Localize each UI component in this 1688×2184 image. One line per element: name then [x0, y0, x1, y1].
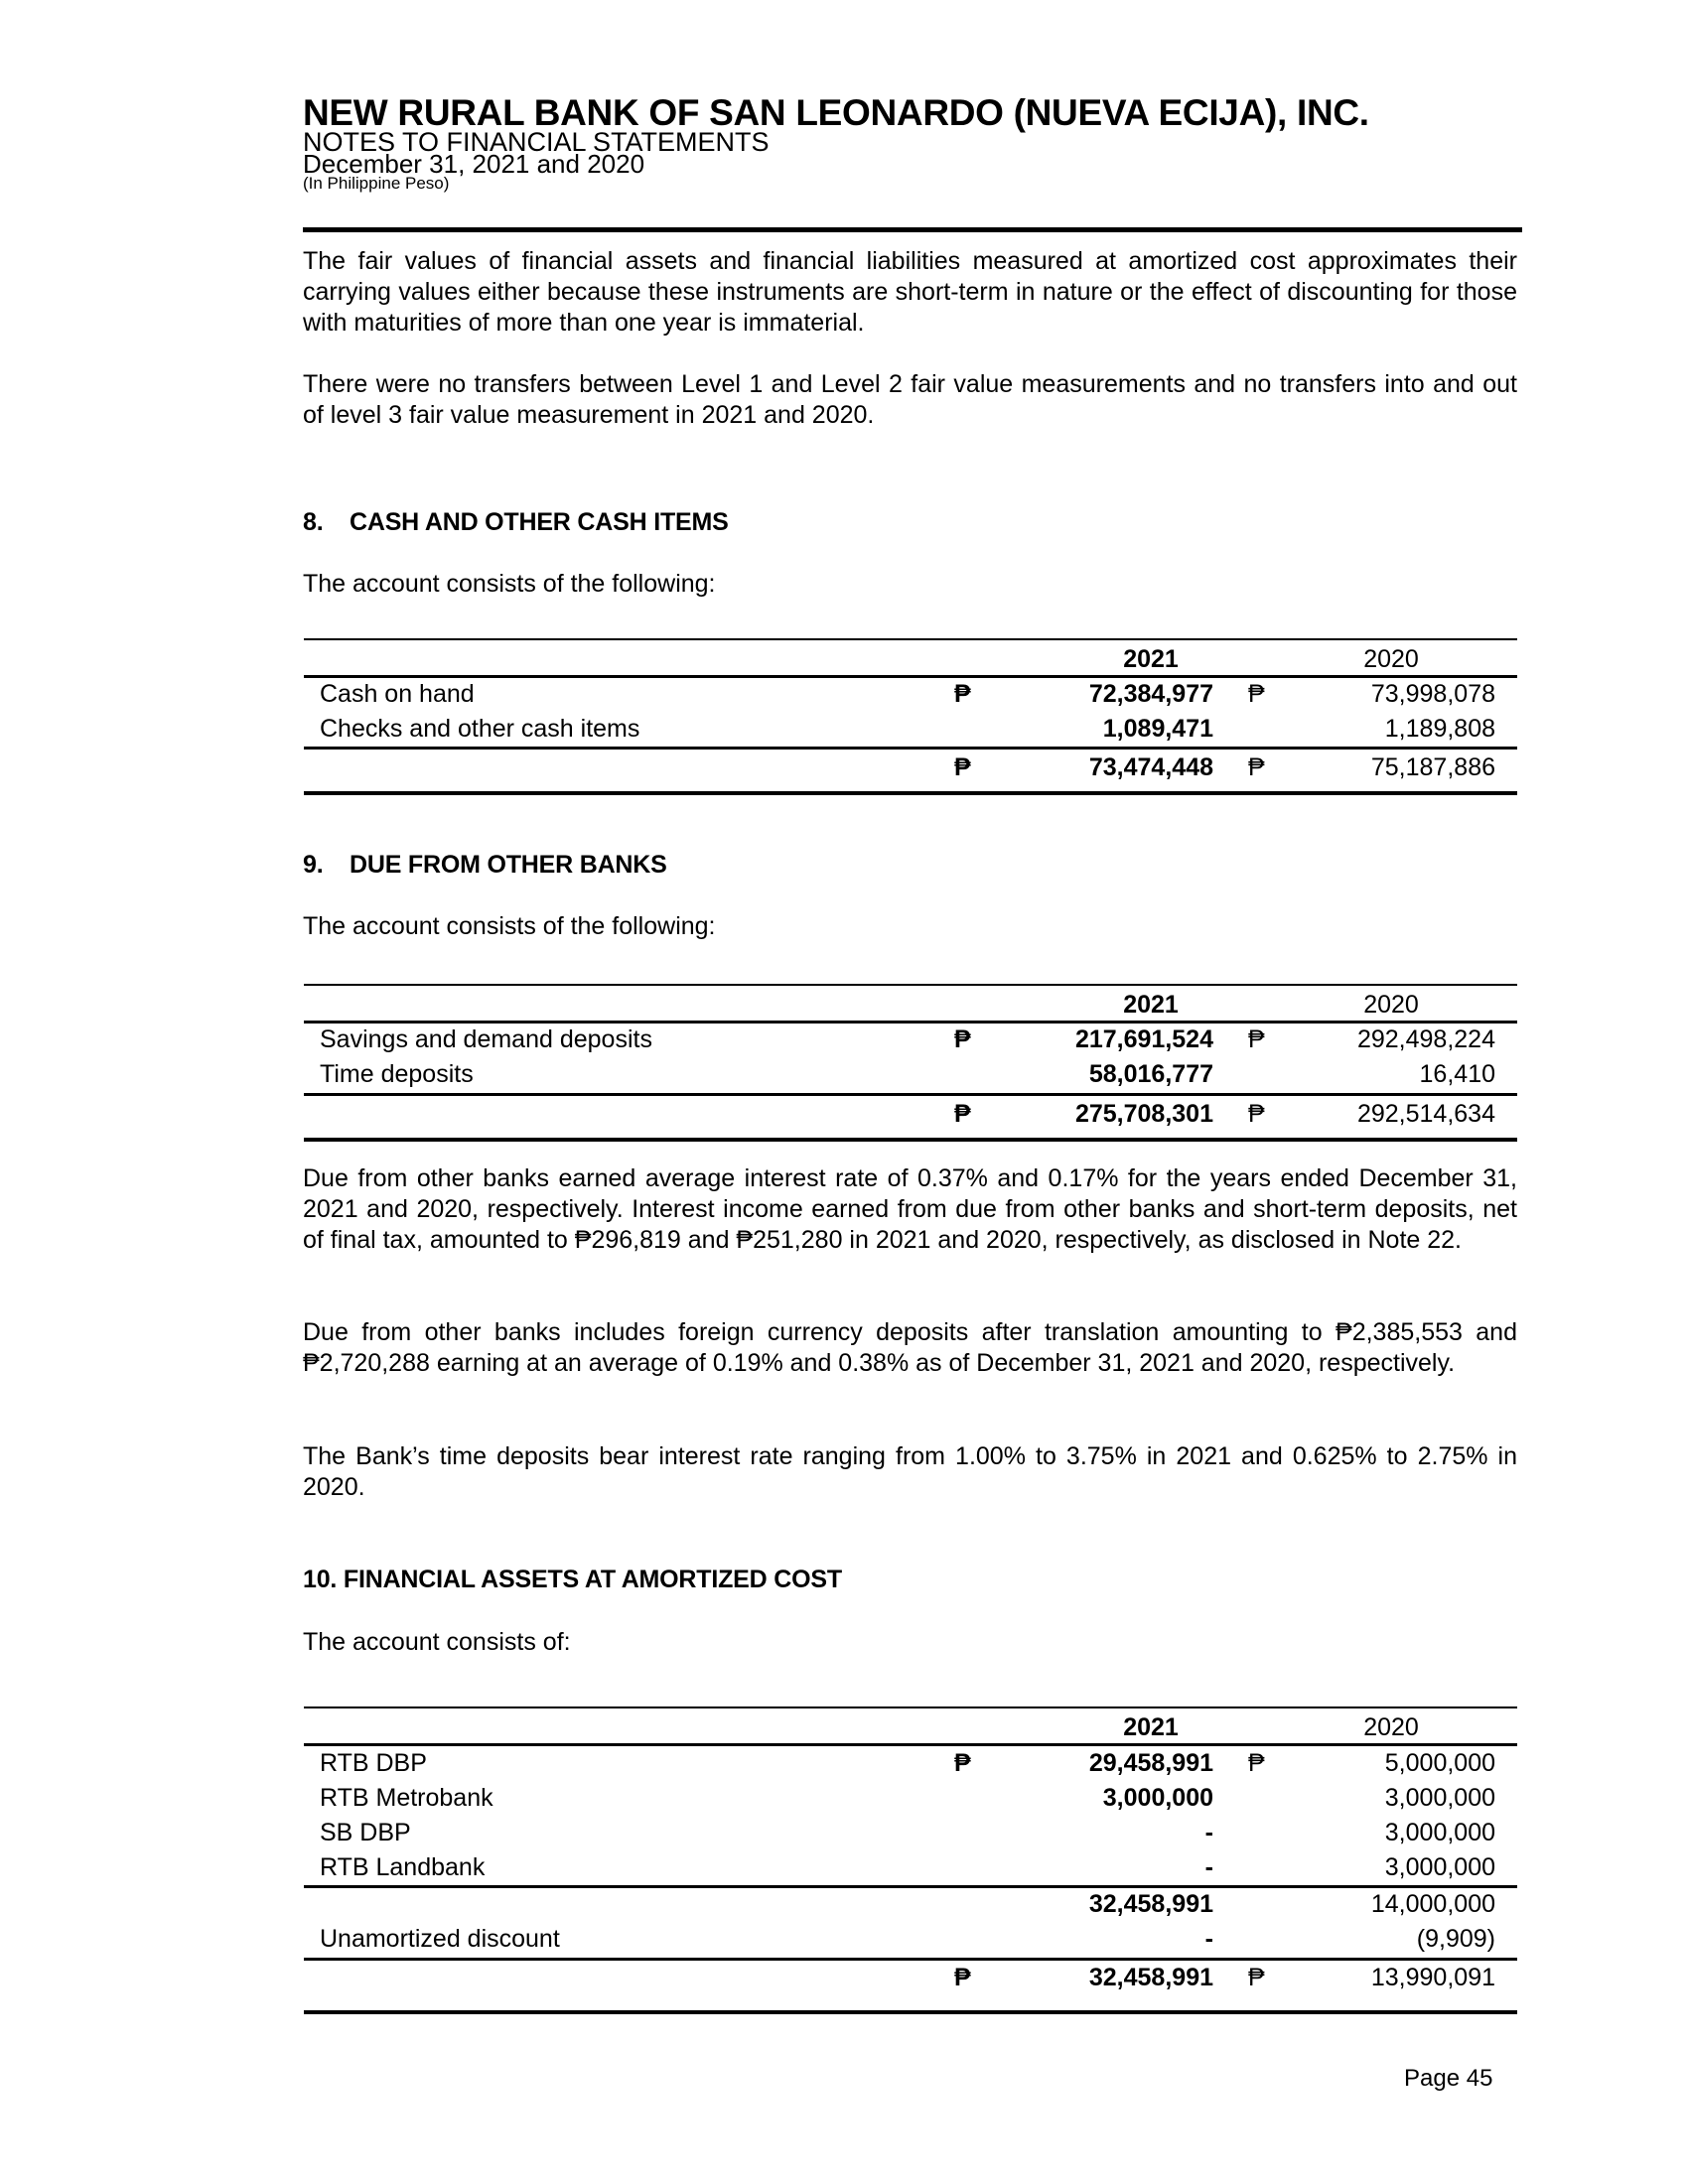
note-9-heading — [303, 851, 667, 880]
value-2021: - — [1204, 1819, 1213, 1846]
value-2020: 3,000,000 — [1384, 1819, 1495, 1846]
row-label: Cash on hand — [320, 680, 475, 708]
value-2020: 73,998,078 — [1370, 680, 1495, 708]
subtotal-rule — [304, 1885, 1517, 1888]
note-number: 8. — [303, 508, 324, 536]
peso-sign: ₱ — [954, 680, 971, 708]
column-2021: 2021 — [1123, 645, 1179, 673]
peso-sign: ₱ — [954, 1749, 971, 1777]
value-2020: 5,000,000 — [1384, 1749, 1495, 1777]
table-row — [304, 1819, 1517, 1852]
note-title: FINANCIAL ASSETS AT AMORTIZED COST — [343, 1566, 842, 1593]
peso-sign: ₱ — [954, 1100, 971, 1128]
value-2021: 217,691,524 — [1074, 1025, 1213, 1053]
value-2021: 3,000,000 — [1102, 1784, 1213, 1812]
table-row — [304, 1025, 1517, 1059]
row-label: Savings and demand deposits — [320, 1025, 652, 1053]
subtotal-rule — [304, 747, 1517, 750]
total-2020: 13,990,091 — [1370, 1964, 1495, 1991]
row-label: RTB DBP — [320, 1749, 427, 1777]
row-label: RTB Metrobank — [320, 1784, 493, 1812]
note-title: CASH AND OTHER CASH ITEMS — [350, 508, 729, 536]
note-10-intro: The account consists of: — [303, 1628, 571, 1656]
table-row — [304, 1784, 1517, 1818]
table-header-row — [304, 645, 1517, 679]
table-bottom-rule — [304, 1138, 1517, 1142]
column-2020: 2020 — [1363, 991, 1419, 1019]
value-2020: 292,498,224 — [1356, 1025, 1495, 1053]
cash-items-table — [304, 638, 1517, 797]
total-2020: 292,514,634 — [1356, 1100, 1495, 1128]
header-rule — [304, 1743, 1517, 1746]
value-2020: 16,410 — [1419, 1060, 1495, 1088]
peso-sign: ₱ — [1248, 1749, 1265, 1777]
value-2020: 3,000,000 — [1384, 1853, 1495, 1881]
table-top-rule — [304, 1706, 1517, 1708]
row-label: Unamortized discount — [320, 1925, 560, 1953]
table-row — [304, 715, 1517, 749]
total-rule — [304, 1958, 1517, 1961]
total-row — [304, 1964, 1517, 1997]
table-row — [304, 1853, 1517, 1887]
fair-value-paragraph: The fair values of financial assets and financial liabilities measured at amortized cost approximates their carrying values either because these instruments are short-term in nature or the effect of discounting for those with maturities of more than one year is immaterial. — [303, 247, 1517, 337]
company-name: NEW RURAL BANK OF SAN LEONARDO (NUEVA ECIJA), INC. — [303, 92, 1369, 133]
header-divider — [303, 227, 1522, 232]
peso-sign: ₱ — [1248, 753, 1265, 781]
table-row — [304, 1749, 1517, 1783]
total-2021: 32,458,991 — [1088, 1964, 1213, 1991]
total-2021: 73,474,448 — [1088, 753, 1213, 781]
table-row — [304, 680, 1517, 714]
header-rule — [304, 675, 1517, 678]
table-row — [304, 1060, 1517, 1094]
subtotal-2020: 14,000,000 — [1370, 1890, 1495, 1918]
table-header-row — [304, 1713, 1517, 1747]
table-bottom-rule — [304, 791, 1517, 795]
interest-rate-paragraph: Due from other banks earned average interest rate of 0.37% and 0.17% for the years ended December 31, 2021 and 2020, respectively. Interest income earned from due from other banks and short-term deposits, net of final tax, amounted to ₱296,819 and ₱251,280 in 2021 and 2020, respectively, as disclosed in Note 22. — [303, 1164, 1517, 1254]
header-rule — [304, 1021, 1517, 1024]
row-label: Time deposits — [320, 1060, 474, 1088]
subtotal-rule — [304, 1093, 1517, 1096]
value-2020: 3,000,000 — [1384, 1784, 1495, 1812]
note-title: DUE FROM OTHER BANKS — [350, 851, 667, 879]
note-number: 10. — [303, 1566, 338, 1593]
discount-row — [304, 1925, 1517, 1959]
column-2021: 2021 — [1123, 991, 1179, 1019]
subtotal-row — [304, 1890, 1517, 1924]
peso-sign: ₱ — [1248, 1100, 1265, 1128]
column-2021: 2021 — [1123, 1713, 1179, 1741]
discount-2021: - — [1204, 1925, 1213, 1953]
value-2021: 1,089,471 — [1102, 715, 1213, 743]
document-subtitle: NOTES TO FINANCIAL STATEMENTS — [303, 127, 770, 157]
note-number: 9. — [303, 851, 324, 879]
row-label: Checks and other cash items — [320, 715, 640, 743]
subtotal-2021: 32,458,991 — [1088, 1890, 1213, 1918]
total-2021: 275,708,301 — [1074, 1100, 1213, 1128]
table-bottom-rule — [304, 2010, 1517, 2014]
peso-sign: ₱ — [1248, 680, 1265, 708]
value-2021: - — [1204, 1853, 1213, 1881]
note-10-heading — [303, 1566, 842, 1594]
peso-sign: ₱ — [954, 1025, 971, 1053]
row-label: RTB Landbank — [320, 1853, 486, 1881]
peso-sign: ₱ — [1248, 1964, 1265, 1991]
discount-2020: (9,909) — [1416, 1925, 1495, 1953]
peso-sign: ₱ — [954, 1964, 971, 1991]
value-2021: 29,458,991 — [1088, 1749, 1213, 1777]
page-number: Page 45 — [1404, 2065, 1493, 2092]
row-label: SB DBP — [320, 1819, 411, 1846]
transfers-paragraph: There were no transfers between Level 1 and Level 2 fair value measurements and no transfers into and out of level 3 fair value measurement in 2021 and 2020. — [303, 370, 1517, 429]
total-row — [304, 753, 1517, 787]
foreign-currency-paragraph: Due from other banks includes foreign currency deposits after translation amounting to ₱2,385,553 and ₱2,720,288 earning at an average of 0.19% and 0.38% as of December 31, 2021 and 2020, respectively. — [303, 1318, 1517, 1377]
note-8-intro: The account consists of the following: — [303, 570, 716, 598]
value-2021: 58,016,777 — [1088, 1060, 1213, 1088]
column-2020: 2020 — [1363, 1713, 1419, 1741]
column-2020: 2020 — [1363, 645, 1419, 673]
peso-sign: ₱ — [1248, 1025, 1265, 1053]
total-row — [304, 1100, 1517, 1134]
statement-date: December 31, 2021 and 2020 — [303, 149, 645, 179]
table-top-rule — [304, 984, 1517, 986]
due-from-banks-table — [304, 984, 1517, 1145]
note-9-intro: The account consists of the following: — [303, 912, 716, 940]
value-2020: 1,189,808 — [1384, 715, 1495, 743]
value-2021: 72,384,977 — [1088, 680, 1213, 708]
peso-sign: ₱ — [954, 753, 971, 781]
currency-unit: (In Philippine Peso) — [303, 174, 450, 193]
time-deposit-rate-paragraph: The Bank’s time deposits bear interest rate ranging from 1.00% to 3.75% in 2021 and 0.625% to 2.75% in 2020. — [303, 1442, 1517, 1501]
note-8-heading — [303, 508, 729, 537]
table-header-row — [304, 991, 1517, 1024]
table-top-rule — [304, 638, 1517, 640]
total-2020: 75,187,886 — [1370, 753, 1495, 781]
amortized-cost-table — [304, 1706, 1517, 2019]
